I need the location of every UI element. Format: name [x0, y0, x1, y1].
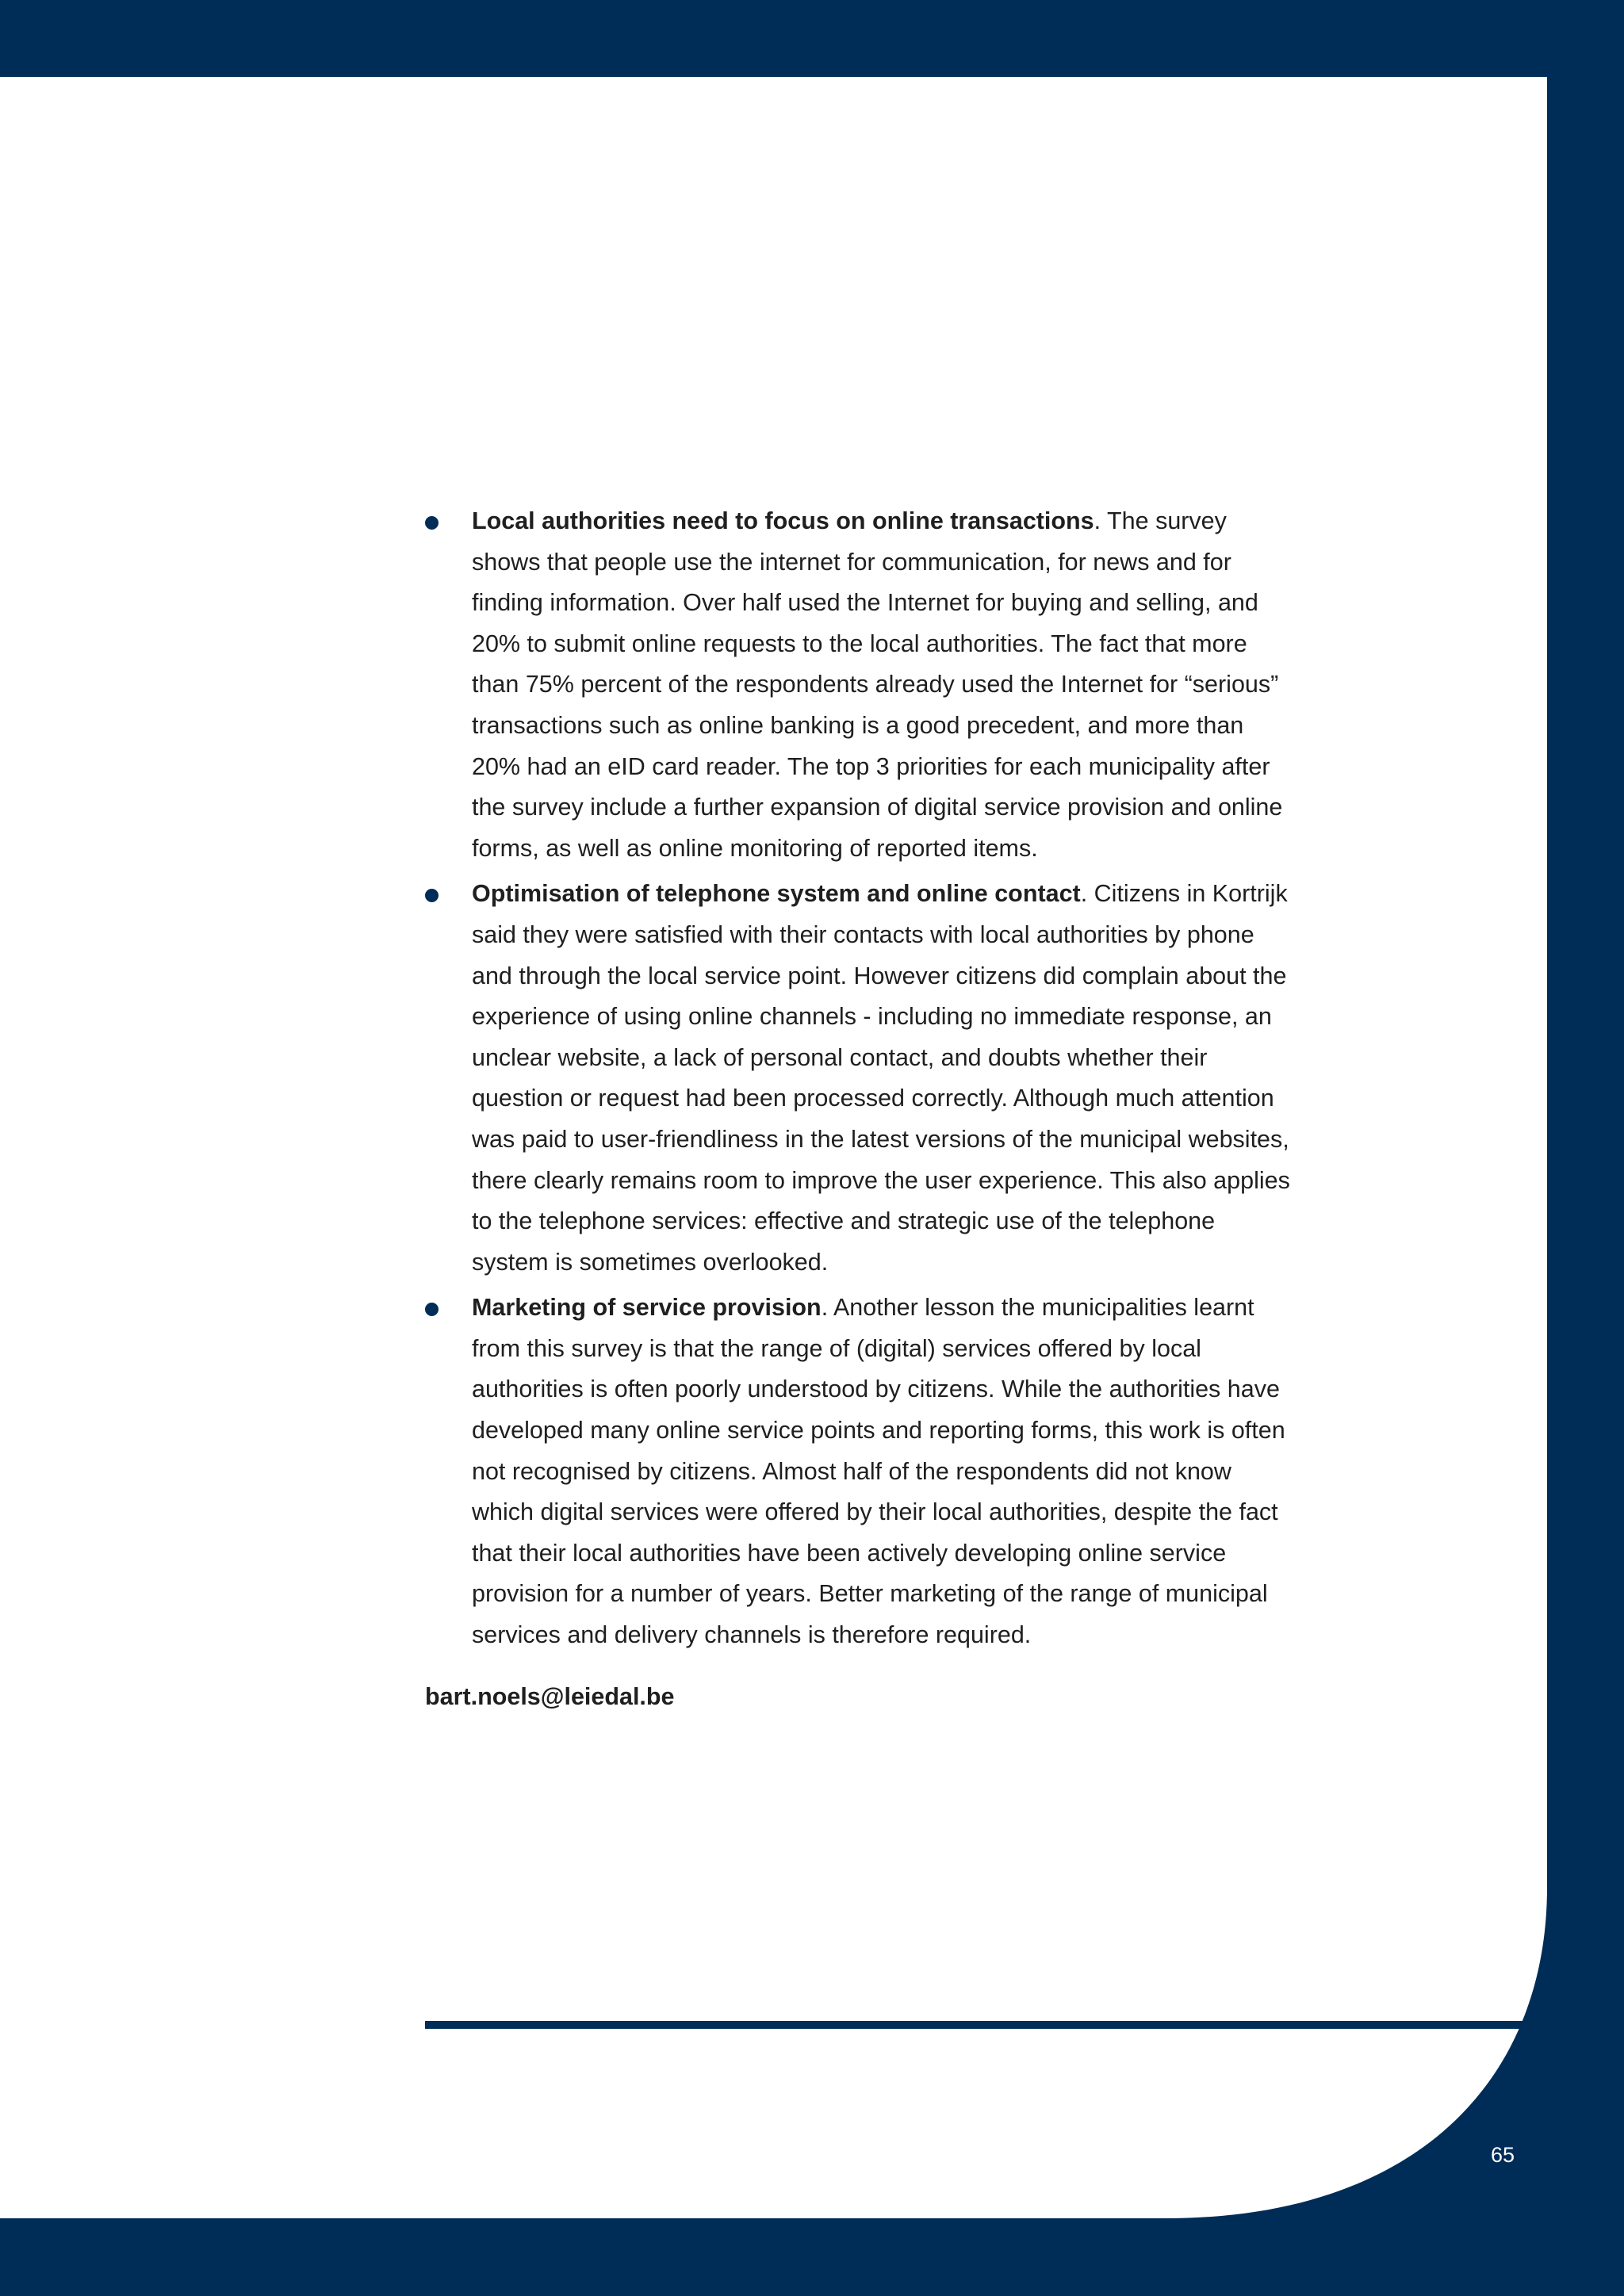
item-heading: Optimisation of telephone system and online contact — [472, 880, 1081, 908]
item-heading: Local authorities need to focus on online transactions — [472, 507, 1094, 534]
item-body: . The survey shows that people use the internet for communication, for news and for finding information. Over half used the Internet for buying and selling, and 20% to submit online requests to the local authorities. The fact that more than 75% percent of the respondents already used the Internet for “serious” transactions such as online banking is a good precedent, and more than 20% had an eID card reader. The top 3 priorities for each municipality after the survey include a further expansion of digital service provision and online forms, as well as online monitoring of reported items. — [472, 507, 1283, 862]
horizontal-rule — [425, 2021, 1535, 2029]
page-number: 65 — [1490, 2143, 1515, 2167]
bullet-list — [425, 501, 1297, 1656]
list-item — [425, 501, 1297, 869]
bullet-icon — [425, 1303, 439, 1316]
contact-email: bart.noels@leiedal.be — [425, 1682, 675, 1710]
bullet-icon — [425, 516, 439, 530]
list-item — [425, 1288, 1297, 1655]
bullet-icon — [425, 889, 439, 902]
item-body: . Another lesson the municipalities learnt from this survey is that the range of (digital) services offered by local authorities is often poorly understood by citizens. While the authorities have developed many online service points and reporting forms, this work is often not recognised by citizens. Almost half of the respondents did not know which digital services were offered by their local authorities, despite the fact that their local authorities have been actively developing online service provision for a number of years. Better marketing of the range of municipal services and delivery channels is therefore required. — [472, 1294, 1285, 1649]
list-item — [425, 874, 1297, 1283]
item-heading: Marketing of service provision — [472, 1294, 822, 1322]
item-body: . Citizens in Kortrijk said they were satisfied with their contacts with local authorities by phone and through the local service point. However citizens did complain about the experience of using online channels - including no immediate response, an unclear website, a lack of personal contact, and doubts whether their question or request had been processed correctly. Although much attention was paid to user-friendliness in the latest versions of the municipal websites, there clearly remains room to improve the user experience. This also applies to the telephone services: effective and strategic use of the telephone system is sometimes overlooked. — [472, 880, 1290, 1276]
main-content — [425, 501, 1297, 1717]
